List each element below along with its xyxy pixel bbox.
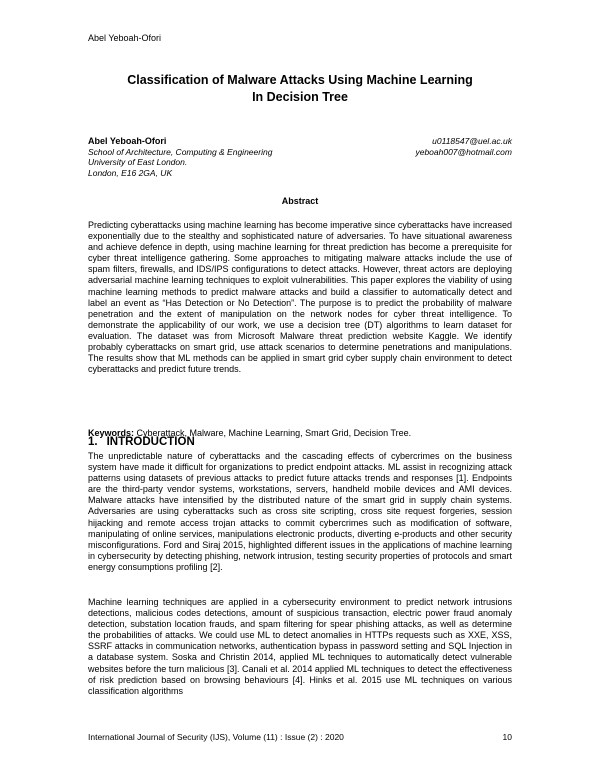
- intro-paragraph-2: Machine learning techniques are applied in a cybersecurity environment to predict network intrusions detections, malicious codes detections, amount of suspicious transaction, electric power fraud anomaly detection, substation location frauds, and spam filtering for spear phishing attacks, as well as determine the probabilities of attacks. We could use ML to detect anomalies in HTTPs requests such as XXE, XSS, SSRF attacks in communication networks, authentication bypass in password setting and SQL Injection in a database system. Soska and Christin 2014, applied ML techniques to automatically detect vulnerable websites before the turn malicious [3]. Canali et al. 2014 applied ML techniques to detect the effectiveness of risk prediction based on browsing behaviours [4]. Hinks et al. 2015 use ML techniques on various classification algorithms: [88, 597, 512, 696]
- journal-footer: International Journal of Security (IJS), Volume (11) : Issue (2) : 2020: [88, 732, 344, 742]
- title-line-2: In Decision Tree: [252, 90, 348, 104]
- author-emails: [415, 136, 512, 157]
- keywords-label: Keywords:: [88, 428, 135, 438]
- title-line-1: Classification of Malware Attacks Using Machine Learning: [127, 73, 473, 87]
- paper-title: [60, 72, 540, 106]
- keywords-text: Cyberattack, Malware, Machine Learning, Smart Grid, Decision Tree.: [136, 428, 412, 438]
- section-title: INTRODUCTION: [106, 436, 195, 448]
- running-head: Abel Yeboah-Ofori: [88, 33, 162, 43]
- affiliation-line: London, E16 2GA, UK: [88, 167, 173, 178]
- abstract-text: Predicting cyberattacks using machine learning has become imperative since cyberattacks have increased exponentially due to the stealthy and sophisticated nature of adversaries. To have situational awareness and achieve defence in depth, using machine learning for threat prediction has become a prerequisite for cyber threat intelligence gathering. Some approaches to mitigating malware attacks include the use of spam filters, firewalls, and IDS/IPS configurations to detect attacks. However, threat actors are deploying adversarial machine learning techniques to exploit vulnerabilities. This paper explores the viability of using machine learning methods to predict malware attacks and build a classifier to automatically detect and label an event as “Has Detection or No Detection”. The purpose is to predict the probability of malware penetration and the extent of manipulation on the network nodes for cyber threat intelligence. To demonstrate the applicability of our work, we use a decision tree (DT) algorithms to learn dataset for evaluation. The dataset was from Microsoft Malware threat prediction website Kaggle. We identify probably cyberattacks on smart grid, use attack scenarios to determine penetrations and manipulations. The results show that ML methods can be applied in smart grid cyber supply chain environment to detect cyberattacks and predict future trends.: [88, 220, 512, 375]
- abstract-heading: Abstract: [281, 196, 319, 206]
- page-number: 10: [502, 732, 512, 742]
- email-primary: u0118547@uel.ac.uk: [432, 136, 512, 146]
- intro-paragraph-1: The unpredictable nature of cyberattacks and the cascading effects of cybercrimes on the business system have made it difficult for organizations to predict endpoint attacks. ML assist in recognizing attack patterns using datasets of previous attacks to predict future attacks trends and responses [1]. Endpoints are the third-party vendor systems, workstations, servers, handheld mobile devices and AMI devices. Malware attacks have intensified by the distributed nature of the smart grid in supply chain systems. Adversaries are using cyberattacks such as cross site scripting, cross site request forgeries, session hijacking and remote access trojan attacks to commit cybercrimes such as modification of software, manipulating of online services, manipulations electronic products, diverting e-products and other security misconfigurations. Ford and Siraj 2015, highlighted different issues in the applications of machine learning in cybersecurity by detecting phishing, network intrusion, testing security properties of protocols and smart energy consumptions profiling [2].: [88, 451, 512, 572]
- section-heading: [88, 436, 195, 448]
- affiliation-line: University of East London.: [88, 157, 188, 167]
- author-block: [88, 136, 272, 178]
- affiliation-line: School of Architecture, Computing & Engineering: [88, 146, 273, 157]
- email-secondary: yeboah007@hotmail.com: [415, 146, 512, 157]
- section-number: 1.: [88, 436, 98, 448]
- author-name: Abel Yeboah-Ofori: [88, 136, 167, 146]
